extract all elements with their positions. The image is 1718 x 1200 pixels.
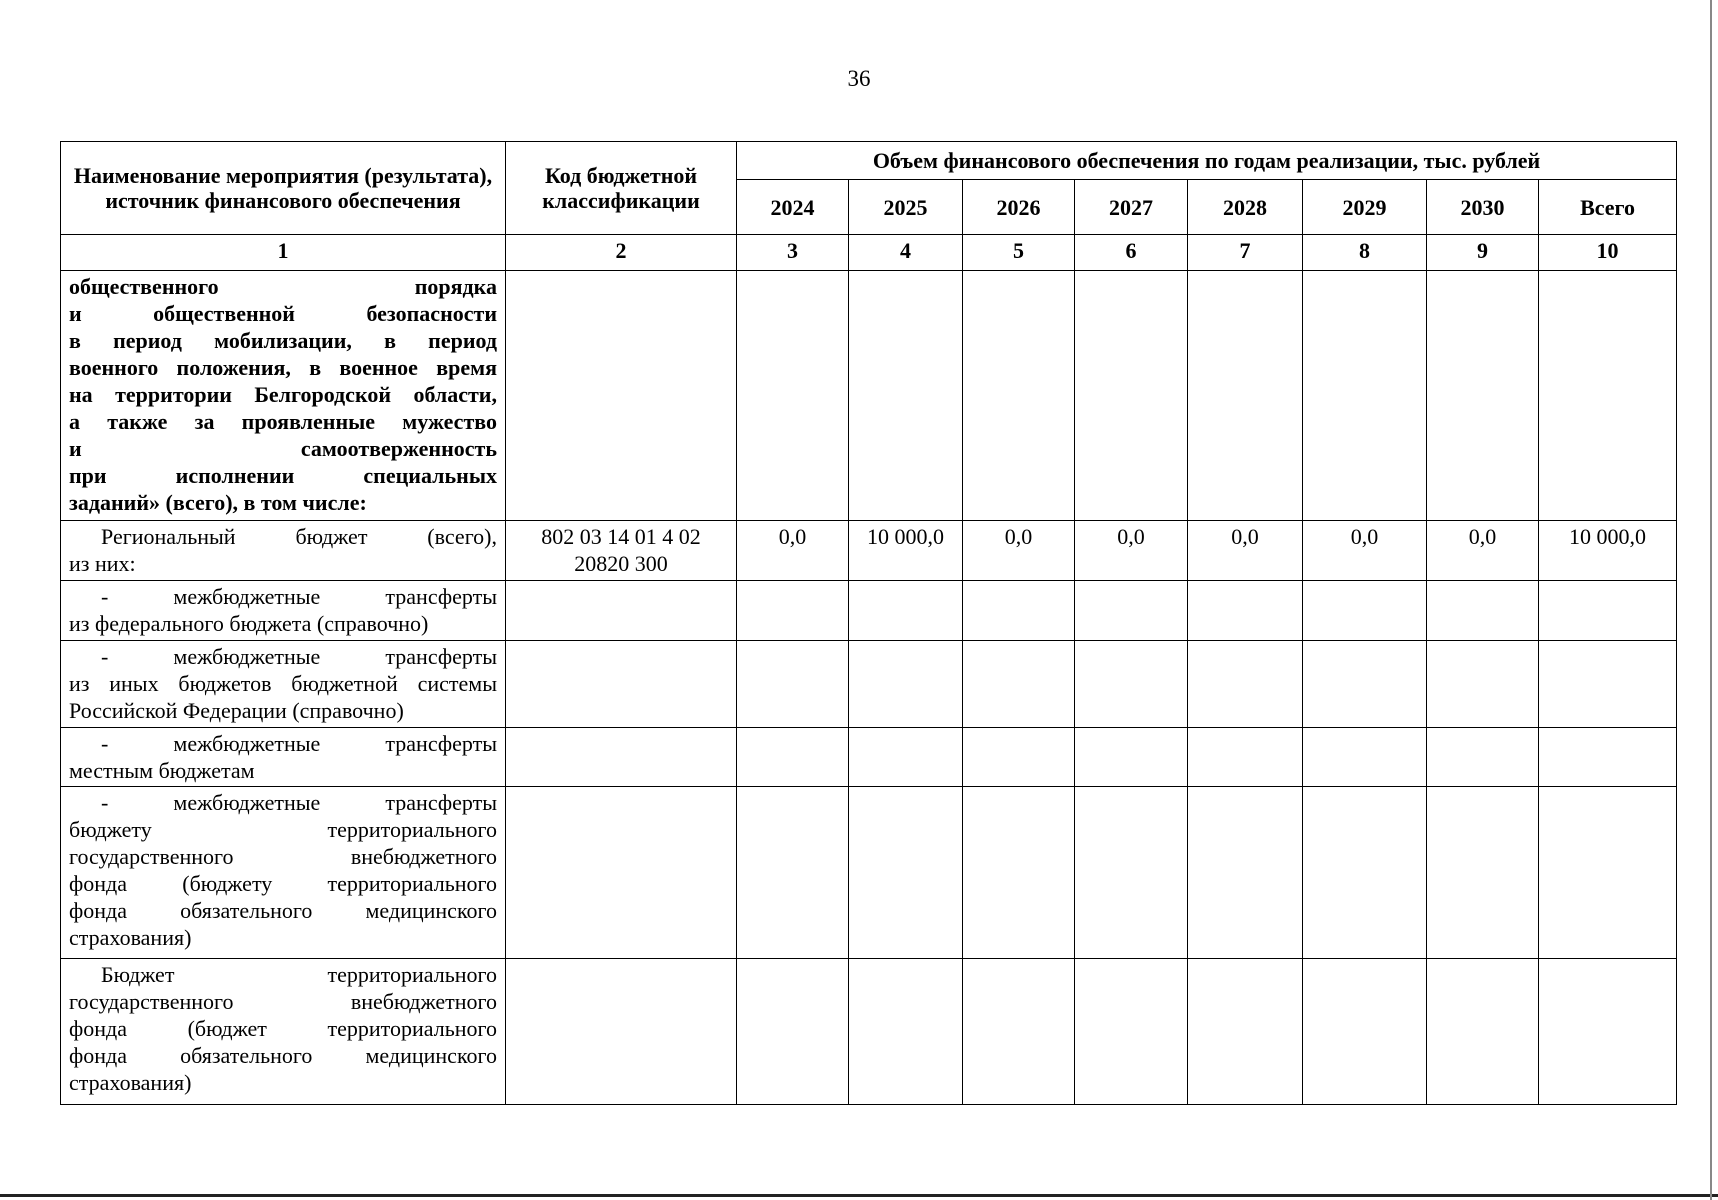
value-cell: 0,0: [1303, 521, 1427, 581]
scan-edge-line: [1710, 0, 1712, 1200]
value-cell: [849, 641, 963, 728]
name-line: при исполнении специальных: [69, 463, 497, 488]
value-cell: [849, 271, 963, 521]
column-number: 2: [506, 235, 737, 271]
header-funding-group: Объем финансового обеспечения по годам реализации, тыс. рублей: [737, 142, 1677, 180]
table-row: [61, 581, 1677, 641]
header-year-2030: 2030: [1427, 180, 1539, 235]
value-cell: [1539, 271, 1677, 521]
header-year-2025: 2025: [849, 180, 963, 235]
value-cell: [1539, 581, 1677, 641]
code-cell: [506, 521, 737, 581]
name-line: фонда (бюджету территориального: [69, 871, 497, 896]
column-number: 4: [849, 235, 963, 271]
code-cell: [506, 787, 737, 959]
name-line: в период мобилизации, в период: [69, 328, 497, 353]
value-cell: [1188, 787, 1303, 959]
value-cell: [849, 787, 963, 959]
column-number: 7: [1188, 235, 1303, 271]
column-number: 10: [1539, 235, 1677, 271]
financing-table: [60, 141, 1677, 1105]
source-name-cell: [61, 787, 506, 959]
name-line: из федерального бюджета (справочно): [69, 611, 429, 636]
value-cell: [963, 728, 1075, 787]
name-line: военного положения, в военное время: [69, 355, 497, 380]
name-line: - межбюджетные трансферты: [101, 584, 497, 609]
value-cell: [1539, 787, 1677, 959]
column-number: 8: [1303, 235, 1427, 271]
value-cell: [1303, 641, 1427, 728]
value-cell: [963, 271, 1075, 521]
code-cell: [506, 959, 737, 1105]
code-cell: [506, 728, 737, 787]
table-row: [61, 521, 1677, 581]
scan-edge-line: [0, 1194, 1718, 1197]
value-cell: [1188, 728, 1303, 787]
name-line: на территории Белгородской области,: [69, 382, 497, 407]
value-cell: [1427, 581, 1539, 641]
value-cell: [737, 787, 849, 959]
name-line: государственного внебюджетного: [69, 844, 497, 869]
value-cell: [1427, 728, 1539, 787]
value-cell: [849, 728, 963, 787]
value-cell: [963, 641, 1075, 728]
header-year-2026: 2026: [963, 180, 1075, 235]
event-name-cell: [61, 271, 506, 521]
value-cell: [737, 581, 849, 641]
name-line: фонда обязательного медицинского: [69, 898, 497, 923]
code-line: 802 03 14 01 4 02: [541, 524, 701, 549]
value-cell: [963, 787, 1075, 959]
name-line: - межбюджетные трансферты: [101, 731, 497, 756]
column-number-row: [61, 235, 1677, 271]
header-year-2024: 2024: [737, 180, 849, 235]
value-cell: 10 000,0: [1539, 521, 1677, 581]
value-cell: [737, 641, 849, 728]
value-cell: [1303, 787, 1427, 959]
header-row-1: [61, 142, 1677, 180]
name-line: а также за проявленные мужество: [69, 409, 497, 434]
name-line: фонда (бюджет территориального: [69, 1016, 497, 1041]
value-cell: [1188, 581, 1303, 641]
value-cell: [737, 271, 849, 521]
column-number: 1: [61, 235, 506, 271]
name-line: Бюджет территориального: [101, 962, 497, 987]
header-year-2028: 2028: [1188, 180, 1303, 235]
value-cell: [1427, 641, 1539, 728]
table-row: [61, 787, 1677, 959]
name-line: - межбюджетные трансферты: [101, 644, 497, 669]
column-number: 6: [1075, 235, 1188, 271]
name-line: из иных бюджетов бюджетной системы: [69, 671, 497, 696]
value-cell: 0,0: [1427, 521, 1539, 581]
code-cell: [506, 271, 737, 521]
header-name: Наименование мероприятия (результата), источник финансового обеспечения: [61, 142, 506, 235]
page-number: 36: [847, 66, 871, 91]
value-cell: [849, 959, 963, 1105]
name-line: заданий» (всего), в том числе:: [69, 490, 367, 515]
value-cell: [1188, 959, 1303, 1105]
table-row: [61, 641, 1677, 728]
value-cell: [1539, 641, 1677, 728]
source-name-cell: [61, 959, 506, 1105]
name-line: государственного внебюджетного: [69, 989, 497, 1014]
name-line: Региональный бюджет (всего),: [101, 524, 497, 549]
name-line: страхования): [69, 1070, 192, 1095]
value-cell: [963, 959, 1075, 1105]
value-cell: [1075, 641, 1188, 728]
column-number: 9: [1427, 235, 1539, 271]
name-line: страхования): [69, 925, 192, 950]
column-number: 5: [963, 235, 1075, 271]
name-line: - межбюджетные трансферты: [101, 790, 497, 815]
source-name-cell: [61, 521, 506, 581]
value-cell: [1303, 271, 1427, 521]
code-line: 20820 300: [574, 551, 668, 576]
source-name-cell: [61, 641, 506, 728]
table-row: [61, 959, 1677, 1105]
value-cell: [1539, 959, 1677, 1105]
value-cell: [1303, 581, 1427, 641]
value-cell: [1075, 787, 1188, 959]
value-cell: 10 000,0: [849, 521, 963, 581]
header-total: Всего: [1539, 180, 1677, 235]
source-name-cell: [61, 728, 506, 787]
value-cell: [1075, 959, 1188, 1105]
value-cell: [737, 728, 849, 787]
code-cell: [506, 641, 737, 728]
table-row: [61, 271, 1677, 521]
name-line: и общественной безопасности: [69, 301, 497, 326]
value-cell: [1539, 728, 1677, 787]
value-cell: 0,0: [737, 521, 849, 581]
value-cell: [1427, 959, 1539, 1105]
name-line: Российской Федерации (справочно): [69, 698, 404, 723]
value-cell: 0,0: [1188, 521, 1303, 581]
name-line: и самоотверженность: [69, 436, 497, 461]
value-cell: [849, 581, 963, 641]
value-cell: [1188, 271, 1303, 521]
value-cell: [1303, 728, 1427, 787]
value-cell: [737, 959, 849, 1105]
header-year-2027: 2027: [1075, 180, 1188, 235]
name-line: фонда обязательного медицинского: [69, 1043, 497, 1068]
value-cell: 0,0: [963, 521, 1075, 581]
value-cell: [1075, 728, 1188, 787]
value-cell: [963, 581, 1075, 641]
header-code: Код бюджетной классификации: [506, 142, 737, 235]
name-line: общественного порядка: [69, 274, 497, 299]
value-cell: [1427, 271, 1539, 521]
value-cell: 0,0: [1075, 521, 1188, 581]
value-cell: [1427, 787, 1539, 959]
table-row: [61, 728, 1677, 787]
name-line: бюджету территориального: [69, 817, 497, 842]
value-cell: [1303, 959, 1427, 1105]
code-cell: [506, 581, 737, 641]
source-name-cell: [61, 581, 506, 641]
name-line: из них:: [69, 551, 136, 576]
name-line: местным бюджетам: [69, 758, 255, 783]
column-number: 3: [737, 235, 849, 271]
value-cell: [1075, 271, 1188, 521]
value-cell: [1188, 641, 1303, 728]
value-cell: [1075, 581, 1188, 641]
header-year-2029: 2029: [1303, 180, 1427, 235]
